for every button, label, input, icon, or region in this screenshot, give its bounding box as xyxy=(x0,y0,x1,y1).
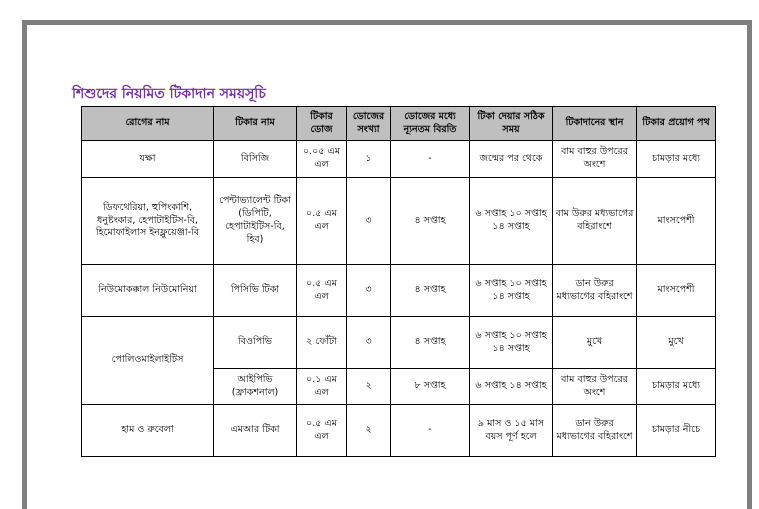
header-vaccine: টিকার নাম xyxy=(214,107,297,141)
disease-cell: পোলিওমাইলাইটিস xyxy=(82,317,214,405)
dose-count-cell: ৩ xyxy=(347,265,391,317)
header-time: টিকা দেয়ার সঠিক সময় xyxy=(470,107,553,141)
table-row xyxy=(82,178,716,265)
header-disease: রোগের নাম xyxy=(82,107,214,141)
site-cell: ডান উরুর মধ্যভাগের বহিরাংশে xyxy=(553,405,637,457)
route-cell: মাংসপেশী xyxy=(637,178,716,265)
header-dose: টিকার ডোজ xyxy=(297,107,347,141)
header-dose-count: ডোজের সংখ্যা xyxy=(347,107,391,141)
dose-cell: ০.৫ এম এল xyxy=(297,178,347,265)
header-row xyxy=(82,107,716,141)
header-route: টিকার প্রয়োগ পথ xyxy=(637,107,716,141)
time-cell: ৬ সপ্তাহ ১০ সপ্তাহ ১৪ সপ্তাহ xyxy=(470,317,553,369)
interval-cell: ৪ সপ্তাহ xyxy=(391,265,470,317)
route-cell: চামড়ার নীচে xyxy=(637,405,716,457)
vaccine-cell: পেন্টাভ্যালেন্ট টিকা (ডিপিটি, হেপাটাইটিস-বি, হিব) xyxy=(214,178,297,265)
route-cell: মাংসপেশী xyxy=(637,265,716,317)
dose-count-cell: ৩ xyxy=(347,178,391,265)
vaccine-cell: বিসিজি xyxy=(214,141,297,178)
site-cell: বাম বাহুর উপরের অংশে xyxy=(553,141,637,178)
route-cell: মুখে xyxy=(637,317,716,369)
vaccine-cell: পিসিভি টিকা xyxy=(214,265,297,317)
interval-cell: ৪ সপ্তাহ xyxy=(391,317,470,369)
disease-cell: ডিফথেরিয়া, হুপিংকাশি, ধনুষ্টংকার, হেপাটাইটিস-বি, হিমোফাইলাস ইনফ্লুয়েঞ্জা-বি xyxy=(82,178,214,265)
vaccine-cell: এমআর টিকা xyxy=(214,405,297,457)
page-title: শিশুদের নিয়মিত টিকাদান সময়সূচি xyxy=(72,86,266,102)
dose-cell: ০.১ এম এল xyxy=(297,369,347,405)
dose-count-cell: ১ xyxy=(347,141,391,178)
time-cell: ৬ সপ্তাহ ১০ সপ্তাহ ১৪ সপ্তাহ xyxy=(470,265,553,317)
dose-cell: ০.৫ এম এল xyxy=(297,265,347,317)
interval-cell: - xyxy=(391,405,470,457)
table-row xyxy=(82,265,716,317)
table-row xyxy=(82,317,716,369)
dose-cell: ০.৫ এম এল xyxy=(297,405,347,457)
route-cell: চামড়ার মধ্যে xyxy=(637,141,716,178)
dose-count-cell: ২ xyxy=(347,369,391,405)
time-cell: ৯ মাস ও ১৫ মাস বয়স পূর্ণ হলে xyxy=(470,405,553,457)
time-cell: জন্মের পর থেকে xyxy=(470,141,553,178)
header-interval: ডোজের মধ্যে ন্যূনতম বিরতি xyxy=(391,107,470,141)
site-cell: ডান উরুর মধ্যভাগের বহিরাংশে xyxy=(553,265,637,317)
vaccine-cell: আইপিভি (ফ্রাকশনাল) xyxy=(214,369,297,405)
disease-cell: হাম ও রুবেলা xyxy=(82,405,214,457)
table-row xyxy=(82,405,716,457)
site-cell: বাম উরুর মধ্যভাগের বহিরাংশে xyxy=(553,178,637,265)
time-cell: ৬ সপ্তাহ ১০ সপ্তাহ ১৪ সপ্তাহ xyxy=(470,178,553,265)
interval-cell: ৮ সপ্তাহ xyxy=(391,369,470,405)
dose-count-cell: ২ xyxy=(347,405,391,457)
disease-cell: যক্ষা xyxy=(82,141,214,178)
header-site: টিকাদানের স্থান xyxy=(553,107,637,141)
dose-count-cell: ৩ xyxy=(347,317,391,369)
time-cell: ৬ সপ্তাহ ১৪ সপ্তাহ xyxy=(470,369,553,405)
vaccination-schedule-table xyxy=(81,106,716,457)
disease-cell: নিউমোকক্কাল নিউমোনিয়া xyxy=(82,265,214,317)
interval-cell: - xyxy=(391,141,470,178)
site-cell: মুখে xyxy=(553,317,637,369)
dose-cell: ০.০৫ এম এল xyxy=(297,141,347,178)
dose-cell: ২ ফোঁটা xyxy=(297,317,347,369)
vaccine-cell: বিওপিভি xyxy=(214,317,297,369)
table-row xyxy=(82,141,716,178)
route-cell: চামড়ার মধ্যে xyxy=(637,369,716,405)
interval-cell: ৪ সপ্তাহ xyxy=(391,178,470,265)
site-cell: বাম বাহুর উপরের অংশে xyxy=(553,369,637,405)
